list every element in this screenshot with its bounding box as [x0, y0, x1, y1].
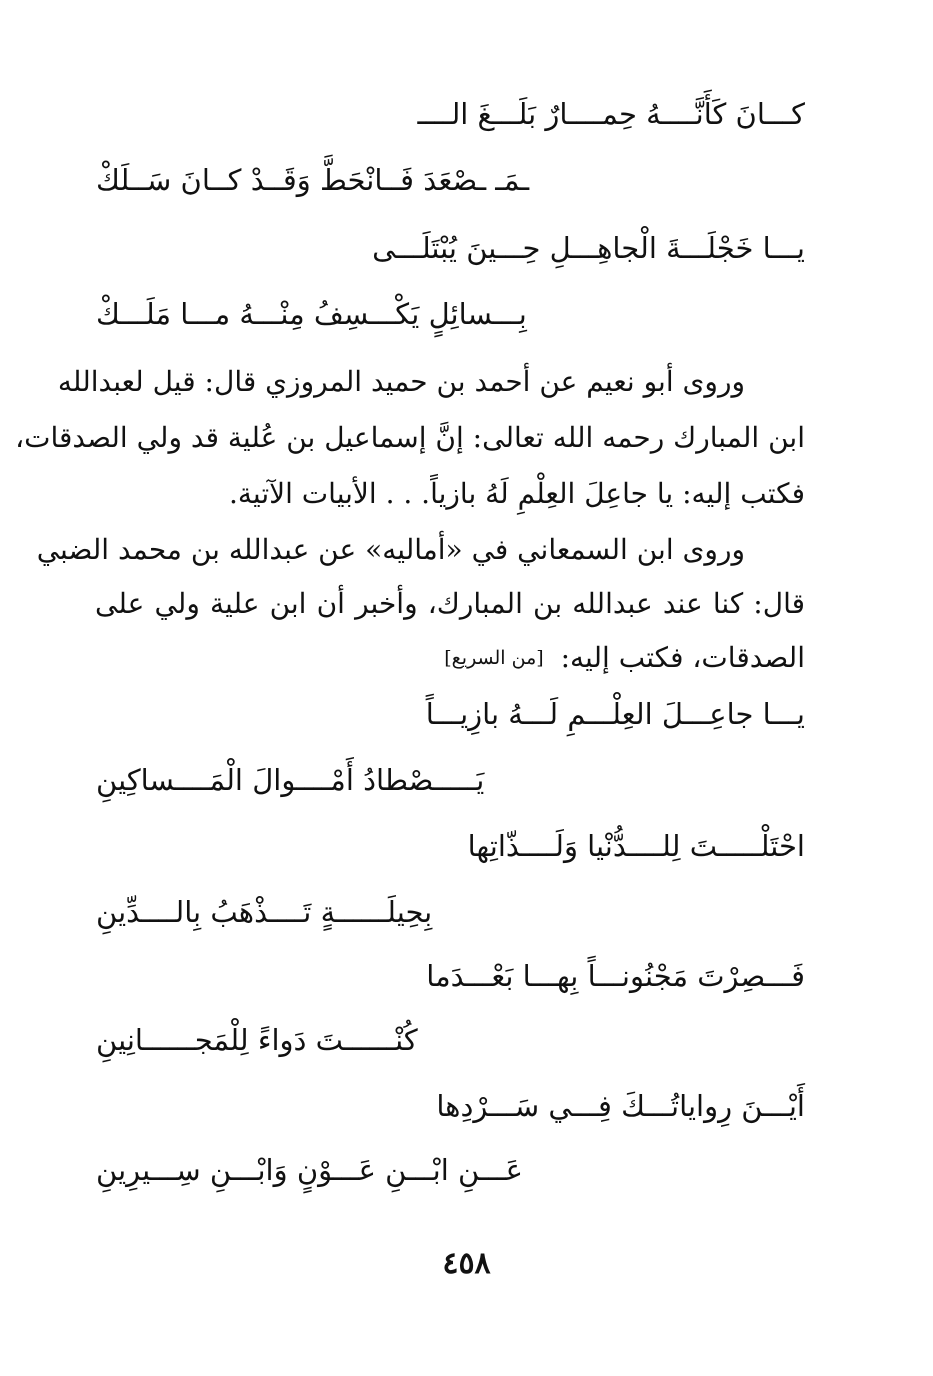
poem2-verse4-first-hemistich: أَيْـــنَ رِواياتُـــكَ فِـــي سَـــرْدِها [436, 1089, 805, 1123]
poem1-verse1-second-hemistich: ـمَـ ـصْعَدَ فَــانْحَطَّ وَقَــدْ كــانَ سَــلَكْ [96, 163, 530, 197]
prose-paragraph2-line1 [36, 530, 805, 570]
prose-text: وروى ابن السمعاني في «أماليه» عن عبدالله بن محمد الضبي [36, 533, 745, 566]
page-number: ٤٥٨ [442, 1246, 491, 1281]
poem1-verse2-first-hemistich: يـــا خَجْلَـــةَ الْجاهِـــلِ حِـــينَ يُبْتَلَـــى [372, 231, 805, 265]
poem2-verse3-second-hemistich: كُنْــــــتَ دَواءً لِلْمَجــــــانِينِ [96, 1023, 418, 1057]
prose-paragraph2-line3 [95, 638, 805, 678]
poem2-verse1-first-hemistich: يـــا جاعِـــلَ العِلْـــمِ لَـــهُ بازِيـــاً [425, 697, 805, 731]
prose-text: وروى أبو نعيم عن أحمد بن حميد المروزي قال: قيل لعبدالله [57, 365, 745, 398]
poem2-verse3-first-hemistich: فَـــصِرْتَ مَجْنُونـــاً بِهـــا بَعْـــدَما [426, 959, 805, 993]
poem1-verse1-first-hemistich: كـــانَ كَأَنَّــــهُ حِمــــارٌ بَلَـــغَ الــــ [417, 97, 805, 131]
poem1-verse2-second-hemistich: بِـــسائِلٍ يَكْـــسِفُ مِنْـــهُ مـــا مَلَـــكْ [96, 297, 527, 331]
poem2-verse2-first-hemistich: احْتَلْـــــتَ لِلــــدُّنْيا وَلَــــذّاتِها [467, 829, 805, 863]
poem2-verse2-second-hemistich: بِحِيلَــــــةٍ تَــــذْهَبُ بِالــــدِّينِ [96, 895, 433, 929]
prose-paragraph2-line2: قال: كنا عند عبدالله بن المبارك، وأخبر أن ابن علية ولي على [95, 587, 805, 620]
prose-paragraph1-line2: ابن المبارك رحمه الله تعالى: إنَّ إسماعيل بن عُلية قد ولي الصدقات، [15, 421, 805, 454]
meter-label: [من السريع] [444, 647, 544, 669]
prose-paragraph1-line3: فكتب إليه: يا جاعِلَ العِلْمِ لَهُ بازياً. . . الأبيات الآتية. [229, 477, 805, 510]
poem2-verse1-second-hemistich: يَـــــصْطادُ أَمْــــوالَ الْمَــــساكِينِ [96, 763, 485, 797]
prose-text: الصدقات، فكتب إليه: [560, 641, 805, 674]
poem2-verse4-second-hemistich: عَـــنِ ابْـــنِ عَـــوْنٍ وَابْـــنِ سِـــيرِينِ [96, 1153, 523, 1187]
prose-paragraph1-line1 [57, 362, 805, 402]
